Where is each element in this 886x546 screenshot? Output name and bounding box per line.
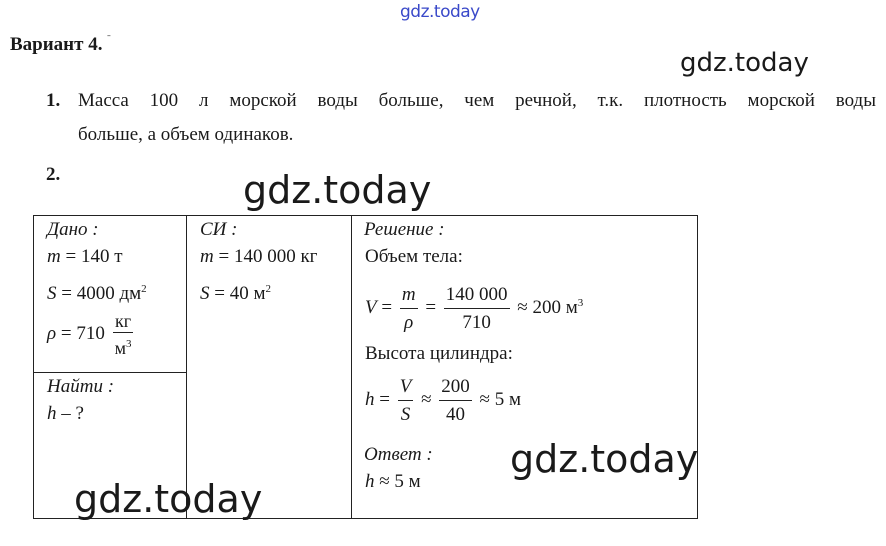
watermark: gdz.today: [680, 48, 809, 78]
variant-mark: ˉ: [107, 34, 111, 45]
solution-heading: Решение :: [364, 219, 445, 240]
volume-formula: V = $\frac{m}{\rho}$ = $\frac{140 000}{710}$ ≈ 200 $м^3$: [365, 273, 697, 338]
task-1-line-2: больше, а объем одинаков.: [78, 124, 294, 145]
si-heading: СИ :: [200, 219, 238, 240]
task-1: [46, 84, 876, 152]
mass-density-fraction: $\frac{m}{\rho}$: [400, 281, 418, 336]
density-unit-fraction: $\frac{кг}{м^3}$: [114, 311, 132, 358]
given-cell: [34, 216, 187, 373]
given-mass: m = 140 т: [47, 246, 123, 267]
watermark: gdz.today: [243, 168, 432, 212]
variant-title: [10, 34, 111, 56]
volume-label: Объем тела:: [365, 246, 463, 267]
answer-heading: Ответ :: [364, 444, 433, 465]
variant-title-text: Вариант 4.: [10, 34, 103, 55]
answer-value: h ≈ 5 м: [365, 471, 421, 492]
task-1-number: 1.: [46, 90, 61, 111]
height-label: Высота цилиндра:: [365, 343, 513, 364]
given-density: ρ = 710 $\frac{кг}{м^3}$: [47, 311, 132, 358]
si-mass: m = 140 000 кг: [200, 246, 318, 267]
watermark-top: gdz.today: [400, 2, 480, 22]
volume-value-fraction: $\frac{140 000}{710}$: [444, 281, 510, 336]
height-formula: h = $\frac{V}{S}$ ≈ $\frac{200}{40}$ ≈ 5 м: [365, 370, 697, 430]
height-value-fraction: $\frac{200}{40}$: [439, 373, 472, 428]
watermark: gdz.today: [510, 437, 699, 481]
si-cell: [187, 216, 352, 519]
si-area: S = 40 $м^2$: [200, 283, 271, 304]
find-heading: Найти :: [47, 376, 115, 397]
task-2-number: 2.: [46, 164, 61, 185]
given-heading: Дано :: [47, 219, 99, 240]
find-height: h – ?: [47, 403, 84, 424]
volume-area-fraction: $\frac{V}{S}$: [398, 373, 414, 428]
task-1-line-1: Масса 100 л морской воды больше, чем речной, т.к. плотность морской воды: [78, 90, 876, 111]
given-area: S = 4000 $дм^2$: [47, 283, 147, 304]
watermark: gdz.today: [74, 477, 263, 521]
